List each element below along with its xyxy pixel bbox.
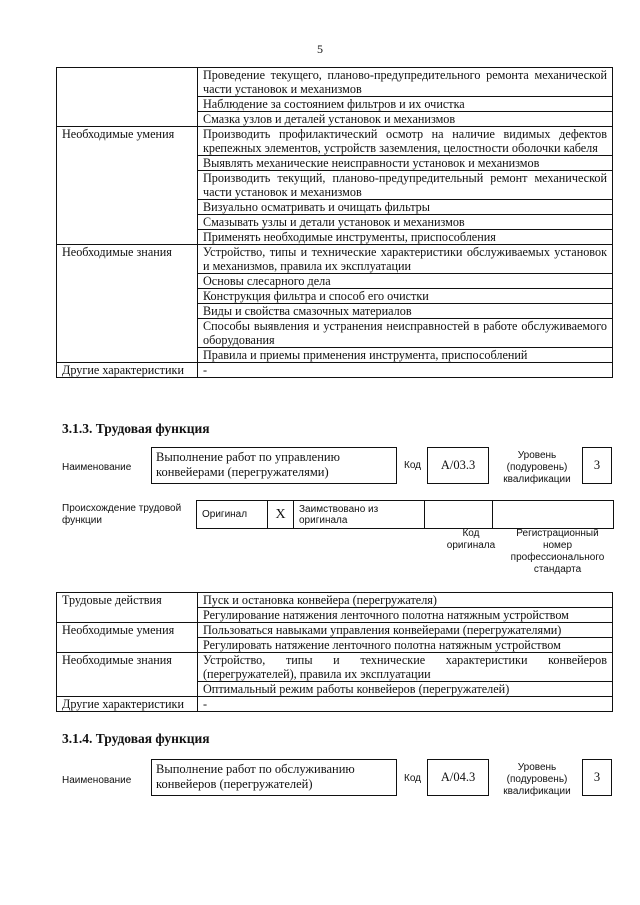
row-item: Наблюдение за состоянием фильтров и их очистка [198, 97, 613, 112]
reg-number-cell [493, 501, 614, 529]
row-item: Оптимальный режим работы конвейеров (перегружателей) [198, 682, 613, 697]
table-row [57, 623, 613, 638]
row-item: Производить текущий, планово-предупредительный ремонт механической части установок и механизмов [198, 171, 613, 200]
origin-label-313: Происхождение трудовой функции [62, 503, 182, 526]
row-category: Необходимые знания [57, 653, 198, 697]
level-label-314: Уровень (подуровень) квалификации [503, 762, 571, 797]
row-category: Необходимые знания [57, 245, 198, 363]
name-label-313: Наименование [62, 462, 132, 473]
row-item: - [198, 697, 613, 712]
row-item: - [198, 363, 613, 378]
row-item: Смазка узлов и деталей установок и механизмов [198, 112, 613, 127]
name-label-314: Наименование [62, 775, 132, 786]
page-number: 5 [317, 42, 323, 56]
origin-table-313 [196, 500, 614, 529]
code-label-313: Код [404, 460, 422, 471]
row-item: Визуально осматривать и очищать фильтры [198, 200, 613, 215]
level-label-313: Уровень (подуровень) квалификации [503, 450, 571, 485]
function-name-314: Выполнение работ по обслуживанию конвейеров (перегружателей) [151, 759, 397, 796]
row-category: Трудовые действия [57, 593, 198, 623]
row-item: Основы слесарного дела [198, 274, 613, 289]
row-category: Другие характеристики [57, 363, 198, 378]
row-item: Выявлять механические неисправности установок и механизмов [198, 156, 613, 171]
function-name-313: Выполнение работ по управлению конвейерами (перегружателями) [151, 447, 397, 484]
row-category: Необходимые умения [57, 623, 198, 653]
reg-number-label: Регистрационный номер профессионального стандарта [510, 528, 605, 575]
row-item: Смазывать узлы и детали установок и механизмов [198, 215, 613, 230]
original-label: Оригинал [202, 509, 248, 520]
section-title-313: 3.1.3. Трудовая функция [62, 421, 210, 436]
table-row [57, 697, 613, 712]
borrowed-label: Заимствовано из оригинала [294, 501, 425, 529]
table-row [57, 593, 613, 608]
original-code-cell [425, 501, 493, 529]
table-row [57, 245, 613, 274]
row-category: Другие характеристики [57, 697, 198, 712]
row-item: Конструкция фильтра и способ его очистки [198, 289, 613, 304]
function-code-313: A/03.3 [427, 447, 489, 484]
row-item: Виды и свойства смазочных материалов [198, 304, 613, 319]
row-item: Способы выявления и устранения неисправностей в работе обслуживаемого оборудования [198, 319, 613, 348]
row-item: Пользоваться навыками управления конвейерами (перегружателями) [198, 623, 613, 638]
row-item: Регулирование натяжения ленточного полотна натяжным устройством [198, 608, 613, 623]
function-code-314: A/04.3 [427, 759, 489, 796]
skills-table-continued [56, 67, 613, 378]
table-row [57, 68, 613, 97]
row-item: Пуск и остановка конвейера (перегружателя) [198, 593, 613, 608]
row-item: Применять необходимые инструменты, приспособления [198, 230, 613, 245]
row-item: Проведение текущего, планово-предупредительного ремонта механической части установок и механизмов [198, 68, 613, 97]
row-item: Производить профилактический осмотр на наличие видимых дефектов крепежных элементов, устройств заземления, целостности оболочки кабеля [198, 127, 613, 156]
table-row [57, 127, 613, 156]
table-row [57, 363, 613, 378]
row-category: Необходимые умения [57, 127, 198, 245]
row-item: Устройство, типы и технические характеристики конвейеров (перегружателей), правила их эксплуатации [198, 653, 613, 682]
original-code-label: Код оригинала [446, 528, 496, 551]
code-label-314: Код [404, 773, 422, 784]
section-title-314: 3.1.4. Трудовая функция [62, 731, 210, 746]
row-item: Регулировать натяжение ленточного полотна натяжным устройством [198, 638, 613, 653]
table-row [57, 653, 613, 682]
row-item: Правила и приемы применения инструмента, приспособлений [198, 348, 613, 363]
original-mark: X [268, 501, 294, 529]
qualification-level-314: 3 [582, 759, 612, 796]
qualification-level-313: 3 [582, 447, 612, 484]
row-category [57, 68, 198, 127]
labor-function-313-table [56, 592, 613, 712]
row-item: Устройство, типы и технические характеристики обслуживаемых установок и механизмов, правила их эксплуатации [198, 245, 613, 274]
